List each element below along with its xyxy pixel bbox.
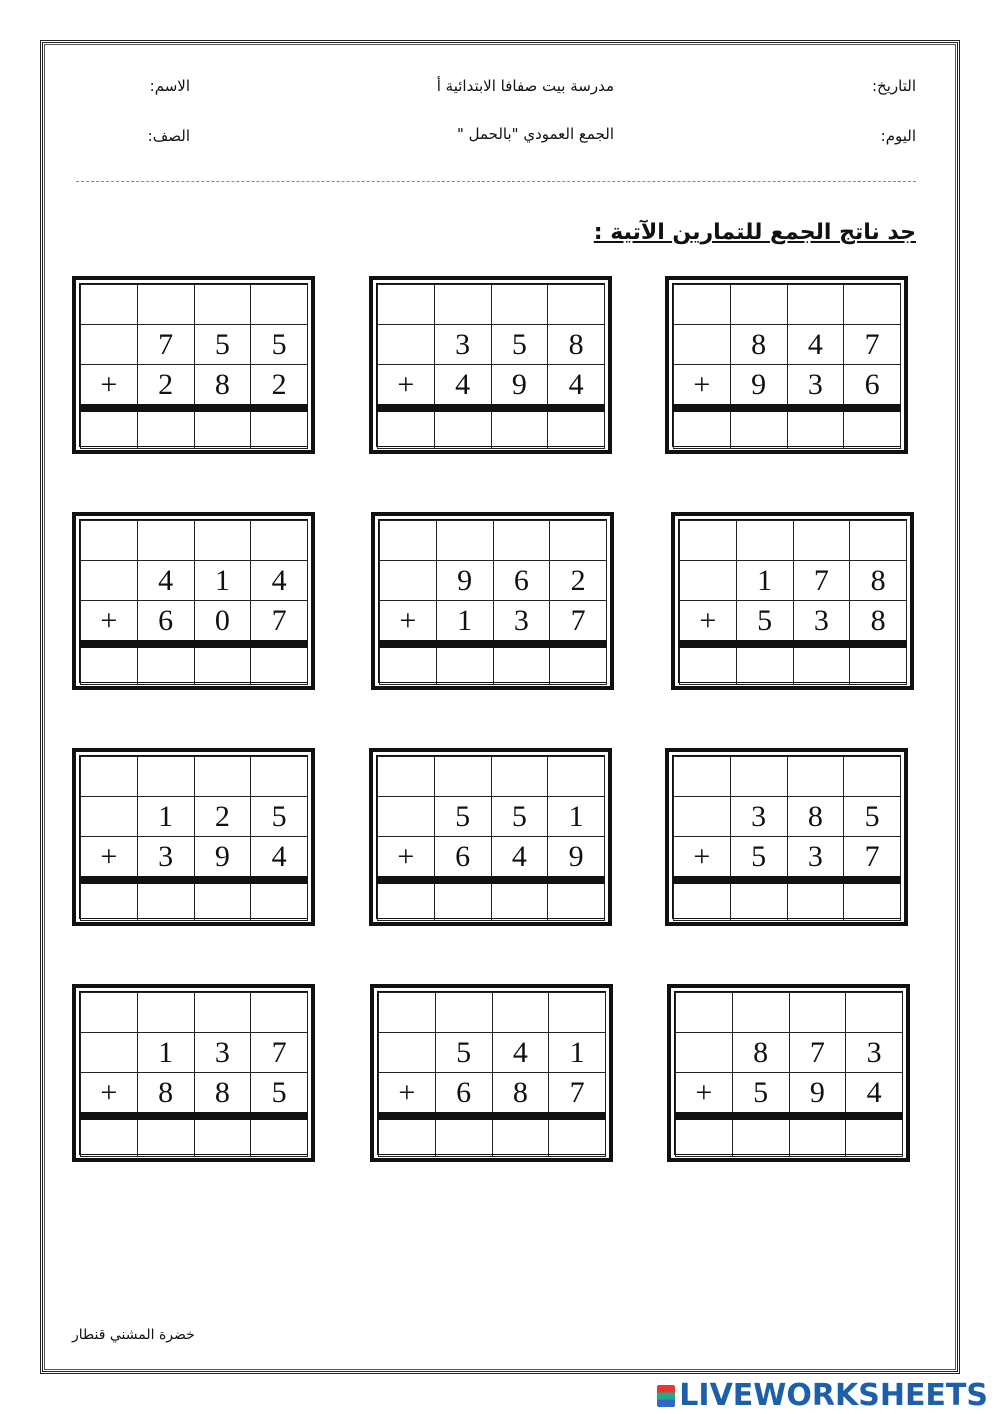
digit-cell: 9 bbox=[491, 365, 548, 409]
sum-row bbox=[378, 408, 605, 449]
carry-cell[interactable] bbox=[194, 757, 251, 797]
carry-row bbox=[378, 757, 605, 797]
digit-cell: 1 bbox=[736, 561, 793, 601]
bottom-row bbox=[680, 601, 907, 645]
carry-cell[interactable] bbox=[137, 521, 194, 561]
digit-grid bbox=[675, 992, 903, 1157]
carry-cell[interactable] bbox=[434, 757, 491, 797]
carry-cell[interactable] bbox=[251, 993, 308, 1033]
carry-cell[interactable] bbox=[194, 993, 251, 1033]
answer-cell[interactable] bbox=[730, 408, 787, 449]
addition-problem bbox=[665, 276, 908, 454]
digit-cell: 6 bbox=[435, 1073, 492, 1117]
carry-row bbox=[676, 993, 903, 1033]
digit-cell bbox=[680, 561, 737, 601]
carry-cell[interactable] bbox=[732, 993, 789, 1033]
sum-row bbox=[378, 880, 605, 921]
digit-cell: 7 bbox=[844, 325, 901, 365]
answer-cell[interactable] bbox=[844, 408, 901, 449]
top-row bbox=[380, 561, 607, 601]
carry-row bbox=[674, 757, 901, 797]
addition-problem bbox=[667, 984, 910, 1162]
digit-cell: 1 bbox=[137, 1033, 194, 1073]
digit-cell bbox=[674, 797, 731, 837]
digit-cell bbox=[81, 325, 138, 365]
digit-cell: 9 bbox=[789, 1073, 846, 1117]
liveworksheets-text: LIVEWORKSHEETS bbox=[679, 1378, 988, 1413]
top-row bbox=[378, 797, 605, 837]
digit-cell: 7 bbox=[793, 561, 850, 601]
answer-cell[interactable] bbox=[674, 880, 731, 921]
digit-cell: 8 bbox=[492, 1073, 549, 1117]
answer-cell[interactable] bbox=[81, 1116, 138, 1157]
carry-row bbox=[674, 285, 901, 325]
plus-sign: + bbox=[674, 365, 731, 409]
digit-grid bbox=[377, 756, 605, 921]
digit-cell: 2 bbox=[550, 561, 607, 601]
plus-sign: + bbox=[81, 1073, 138, 1117]
carry-cell[interactable] bbox=[491, 285, 548, 325]
carry-cell[interactable] bbox=[434, 285, 491, 325]
digit-cell: 5 bbox=[732, 1073, 789, 1117]
digit-cell: 4 bbox=[251, 837, 308, 881]
digit-cell: 2 bbox=[251, 365, 308, 409]
carry-cell[interactable] bbox=[378, 285, 435, 325]
bottom-row bbox=[674, 365, 901, 409]
addition-problem bbox=[370, 984, 613, 1162]
sum-row bbox=[81, 880, 308, 921]
digit-cell: 4 bbox=[491, 837, 548, 881]
digit-cell: 1 bbox=[194, 561, 251, 601]
answer-cell[interactable] bbox=[789, 1116, 846, 1157]
digit-cell: 5 bbox=[251, 325, 308, 365]
digit-cell: 1 bbox=[137, 797, 194, 837]
sum-row bbox=[674, 408, 901, 449]
bottom-row bbox=[81, 1073, 308, 1117]
carry-row bbox=[378, 285, 605, 325]
addition-problem bbox=[665, 748, 908, 926]
answer-cell[interactable] bbox=[492, 1116, 549, 1157]
addition-problem bbox=[72, 748, 315, 926]
digit-cell: 1 bbox=[436, 601, 493, 645]
digit-grid bbox=[679, 520, 907, 685]
answer-cell[interactable] bbox=[787, 880, 844, 921]
answer-cell[interactable] bbox=[491, 880, 548, 921]
carry-cell[interactable] bbox=[844, 757, 901, 797]
bottom-row bbox=[674, 837, 901, 881]
carry-cell[interactable] bbox=[137, 993, 194, 1033]
carry-cell[interactable] bbox=[251, 757, 308, 797]
carry-cell[interactable] bbox=[81, 757, 138, 797]
sum-row bbox=[680, 644, 907, 685]
digit-cell bbox=[81, 797, 138, 837]
carry-cell[interactable] bbox=[549, 993, 606, 1033]
digit-cell: 5 bbox=[844, 797, 901, 837]
plus-sign: + bbox=[81, 837, 138, 881]
digit-cell: 8 bbox=[732, 1033, 789, 1073]
answer-cell[interactable] bbox=[550, 644, 607, 685]
digit-cell: 5 bbox=[491, 797, 548, 837]
carry-cell[interactable] bbox=[793, 521, 850, 561]
carry-cell[interactable] bbox=[194, 521, 251, 561]
digit-cell: 3 bbox=[434, 325, 491, 365]
sum-row bbox=[674, 880, 901, 921]
date-label: التاريخ: bbox=[872, 77, 916, 95]
carry-row bbox=[380, 521, 607, 561]
digit-grid bbox=[673, 756, 901, 921]
carry-cell[interactable] bbox=[787, 757, 844, 797]
carry-cell[interactable] bbox=[548, 285, 605, 325]
answer-cell[interactable] bbox=[137, 644, 194, 685]
carry-cell[interactable] bbox=[379, 993, 436, 1033]
bottom-row bbox=[378, 365, 605, 409]
answer-cell[interactable] bbox=[491, 408, 548, 449]
carry-cell[interactable] bbox=[844, 285, 901, 325]
carry-row bbox=[81, 993, 308, 1033]
worksheet-topic: الجمع العمودي "بالحمل " bbox=[456, 125, 614, 143]
digit-grid bbox=[377, 284, 605, 449]
liveworksheets-icon bbox=[657, 1385, 675, 1407]
plus-sign: + bbox=[81, 601, 138, 645]
digit-cell: 7 bbox=[550, 601, 607, 645]
digit-grid bbox=[80, 756, 308, 921]
carry-row bbox=[81, 521, 308, 561]
digit-cell bbox=[380, 561, 437, 601]
carry-cell[interactable] bbox=[736, 521, 793, 561]
digit-cell: 2 bbox=[137, 365, 194, 409]
answer-cell[interactable] bbox=[137, 1116, 194, 1157]
digit-cell bbox=[81, 561, 138, 601]
carry-cell[interactable] bbox=[674, 757, 731, 797]
digit-cell: 3 bbox=[787, 365, 844, 409]
digit-cell: 5 bbox=[491, 325, 548, 365]
digit-cell: 4 bbox=[434, 365, 491, 409]
digit-grid bbox=[80, 520, 308, 685]
answer-cell[interactable] bbox=[251, 880, 308, 921]
carry-cell[interactable] bbox=[81, 521, 138, 561]
bottom-row bbox=[380, 601, 607, 645]
digit-cell: 4 bbox=[137, 561, 194, 601]
digit-cell: 2 bbox=[194, 797, 251, 837]
digit-cell: 3 bbox=[194, 1033, 251, 1073]
digit-cell: 3 bbox=[493, 601, 550, 645]
sum-row bbox=[676, 1116, 903, 1157]
class-label: الصف: bbox=[147, 127, 190, 145]
top-row bbox=[378, 325, 605, 365]
digit-cell: 8 bbox=[548, 325, 605, 365]
answer-cell[interactable] bbox=[730, 880, 787, 921]
top-row bbox=[379, 1033, 606, 1073]
digit-cell: 6 bbox=[434, 837, 491, 881]
top-row bbox=[81, 797, 308, 837]
answer-cell[interactable] bbox=[379, 1116, 436, 1157]
digit-cell: 8 bbox=[850, 561, 907, 601]
name-label: الاسم: bbox=[149, 77, 190, 95]
addition-problem bbox=[72, 276, 315, 454]
carry-cell[interactable] bbox=[137, 285, 194, 325]
digit-cell: 5 bbox=[435, 1033, 492, 1073]
carry-cell[interactable] bbox=[730, 757, 787, 797]
carry-cell[interactable] bbox=[680, 521, 737, 561]
answer-cell[interactable] bbox=[435, 1116, 492, 1157]
answer-cell[interactable] bbox=[378, 880, 435, 921]
carry-cell[interactable] bbox=[787, 285, 844, 325]
top-row bbox=[81, 561, 308, 601]
bottom-row bbox=[379, 1073, 606, 1117]
digit-cell: 4 bbox=[846, 1073, 903, 1117]
author-name: خضرة المشني قنطار bbox=[72, 1327, 195, 1343]
digit-cell: 3 bbox=[730, 797, 787, 837]
digit-cell: 3 bbox=[793, 601, 850, 645]
digit-cell: 8 bbox=[194, 1073, 251, 1117]
carry-cell[interactable] bbox=[789, 993, 846, 1033]
addition-problem bbox=[671, 512, 914, 690]
carry-cell[interactable] bbox=[378, 757, 435, 797]
digit-cell: 9 bbox=[548, 837, 605, 881]
digit-cell: 5 bbox=[251, 797, 308, 837]
plus-sign: + bbox=[378, 837, 435, 881]
digit-cell bbox=[676, 1033, 733, 1073]
plus-sign: + bbox=[81, 365, 138, 409]
digit-cell: 7 bbox=[789, 1033, 846, 1073]
answer-cell[interactable] bbox=[548, 880, 605, 921]
digit-cell: 3 bbox=[846, 1033, 903, 1073]
digit-cell bbox=[379, 1033, 436, 1073]
answer-cell[interactable] bbox=[81, 644, 138, 685]
digit-cell: 5 bbox=[194, 325, 251, 365]
sum-row bbox=[81, 644, 308, 685]
answer-cell[interactable] bbox=[787, 408, 844, 449]
top-row bbox=[81, 1033, 308, 1073]
digit-cell: 3 bbox=[137, 837, 194, 881]
plus-sign: + bbox=[680, 601, 737, 645]
answer-cell[interactable] bbox=[493, 644, 550, 685]
plus-sign: + bbox=[674, 837, 731, 881]
bottom-row bbox=[81, 837, 308, 881]
answer-cell[interactable] bbox=[434, 880, 491, 921]
bottom-row bbox=[378, 837, 605, 881]
digit-cell: 1 bbox=[548, 797, 605, 837]
digit-cell: 4 bbox=[492, 1033, 549, 1073]
carry-row bbox=[81, 757, 308, 797]
plus-sign: + bbox=[676, 1073, 733, 1117]
answer-cell[interactable] bbox=[844, 880, 901, 921]
answer-cell[interactable] bbox=[81, 408, 138, 449]
digit-cell: 7 bbox=[844, 837, 901, 881]
bottom-row bbox=[81, 365, 308, 409]
carry-cell[interactable] bbox=[380, 521, 437, 561]
carry-row bbox=[680, 521, 907, 561]
carry-cell[interactable] bbox=[548, 757, 605, 797]
answer-cell[interactable] bbox=[793, 644, 850, 685]
answer-cell[interactable] bbox=[436, 644, 493, 685]
carry-row bbox=[379, 993, 606, 1033]
digit-cell: 4 bbox=[548, 365, 605, 409]
digit-cell: 5 bbox=[251, 1073, 308, 1117]
answer-cell[interactable] bbox=[548, 408, 605, 449]
digit-cell: 9 bbox=[436, 561, 493, 601]
top-row bbox=[674, 325, 901, 365]
digit-cell: 7 bbox=[137, 325, 194, 365]
answer-cell[interactable] bbox=[732, 1116, 789, 1157]
digit-cell: 1 bbox=[549, 1033, 606, 1073]
answer-cell[interactable] bbox=[380, 644, 437, 685]
school-name: مدرسة بيت صفافا الابتدائية أ bbox=[436, 77, 614, 95]
answer-cell[interactable] bbox=[674, 408, 731, 449]
carry-cell[interactable] bbox=[676, 993, 733, 1033]
answer-cell[interactable] bbox=[378, 408, 435, 449]
addition-problem bbox=[369, 276, 612, 454]
plus-sign: + bbox=[380, 601, 437, 645]
digit-cell: 8 bbox=[850, 601, 907, 645]
digit-grid bbox=[80, 992, 308, 1157]
carry-cell[interactable] bbox=[194, 285, 251, 325]
addition-problem bbox=[72, 984, 315, 1162]
digit-cell: 6 bbox=[137, 601, 194, 645]
digit-grid bbox=[378, 992, 606, 1157]
digit-cell: 8 bbox=[730, 325, 787, 365]
answer-cell[interactable] bbox=[251, 644, 308, 685]
digit-grid bbox=[673, 284, 901, 449]
addition-problem bbox=[72, 512, 315, 690]
carry-cell[interactable] bbox=[81, 993, 138, 1033]
carry-row bbox=[81, 285, 308, 325]
sum-row bbox=[81, 408, 308, 449]
carry-cell[interactable] bbox=[491, 757, 548, 797]
answer-cell[interactable] bbox=[81, 880, 138, 921]
digit-cell: 5 bbox=[434, 797, 491, 837]
digit-cell: 9 bbox=[730, 365, 787, 409]
separator-line bbox=[76, 181, 916, 182]
answer-cell[interactable] bbox=[137, 880, 194, 921]
digit-grid bbox=[379, 520, 607, 685]
answer-cell[interactable] bbox=[137, 408, 194, 449]
digit-cell bbox=[378, 325, 435, 365]
top-row bbox=[674, 797, 901, 837]
bottom-row bbox=[81, 601, 308, 645]
digit-cell: 0 bbox=[194, 601, 251, 645]
carry-cell[interactable] bbox=[492, 993, 549, 1033]
digit-cell bbox=[81, 1033, 138, 1073]
answer-cell[interactable] bbox=[676, 1116, 733, 1157]
answer-cell[interactable] bbox=[549, 1116, 606, 1157]
carry-cell[interactable] bbox=[550, 521, 607, 561]
digit-cell: 6 bbox=[493, 561, 550, 601]
carry-cell[interactable] bbox=[436, 521, 493, 561]
digit-cell: 6 bbox=[844, 365, 901, 409]
answer-cell[interactable] bbox=[846, 1116, 903, 1157]
digit-cell: 5 bbox=[730, 837, 787, 881]
digit-grid bbox=[80, 284, 308, 449]
answer-cell[interactable] bbox=[194, 880, 251, 921]
top-row bbox=[81, 325, 308, 365]
digit-cell: 3 bbox=[787, 837, 844, 881]
carry-cell[interactable] bbox=[846, 993, 903, 1033]
answer-cell[interactable] bbox=[736, 644, 793, 685]
digit-cell: 7 bbox=[251, 1033, 308, 1073]
carry-cell[interactable] bbox=[493, 521, 550, 561]
digit-cell: 7 bbox=[251, 601, 308, 645]
digit-cell: 9 bbox=[194, 837, 251, 881]
digit-cell: 4 bbox=[251, 561, 308, 601]
digit-cell: 8 bbox=[137, 1073, 194, 1117]
digit-cell: 5 bbox=[736, 601, 793, 645]
digit-cell: 7 bbox=[549, 1073, 606, 1117]
carry-cell[interactable] bbox=[81, 285, 138, 325]
carry-cell[interactable] bbox=[137, 757, 194, 797]
bottom-row bbox=[676, 1073, 903, 1117]
addition-problem bbox=[371, 512, 614, 690]
answer-cell[interactable] bbox=[434, 408, 491, 449]
carry-cell[interactable] bbox=[251, 285, 308, 325]
answer-cell[interactable] bbox=[251, 408, 308, 449]
digit-cell bbox=[674, 325, 731, 365]
plus-sign: + bbox=[378, 365, 435, 409]
addition-problem bbox=[369, 748, 612, 926]
sum-row bbox=[380, 644, 607, 685]
sum-row bbox=[379, 1116, 606, 1157]
answer-cell[interactable] bbox=[194, 644, 251, 685]
carry-cell[interactable] bbox=[435, 993, 492, 1033]
sum-row bbox=[81, 1116, 308, 1157]
instruction: جد ناتج الجمع للتمارين الآتية : bbox=[593, 220, 916, 245]
day-label: اليوم: bbox=[880, 127, 916, 145]
top-row bbox=[676, 1033, 903, 1073]
carry-cell[interactable] bbox=[850, 521, 907, 561]
answer-cell[interactable] bbox=[680, 644, 737, 685]
carry-cell[interactable] bbox=[251, 521, 308, 561]
digit-cell bbox=[378, 797, 435, 837]
answer-cell[interactable] bbox=[850, 644, 907, 685]
carry-cell[interactable] bbox=[674, 285, 731, 325]
liveworksheets-logo bbox=[657, 1378, 988, 1413]
answer-cell[interactable] bbox=[194, 408, 251, 449]
digit-cell: 8 bbox=[787, 797, 844, 837]
plus-sign: + bbox=[379, 1073, 436, 1117]
digit-cell: 4 bbox=[787, 325, 844, 365]
answer-cell[interactable] bbox=[251, 1116, 308, 1157]
top-row bbox=[680, 561, 907, 601]
carry-cell[interactable] bbox=[730, 285, 787, 325]
answer-cell[interactable] bbox=[194, 1116, 251, 1157]
digit-cell: 8 bbox=[194, 365, 251, 409]
